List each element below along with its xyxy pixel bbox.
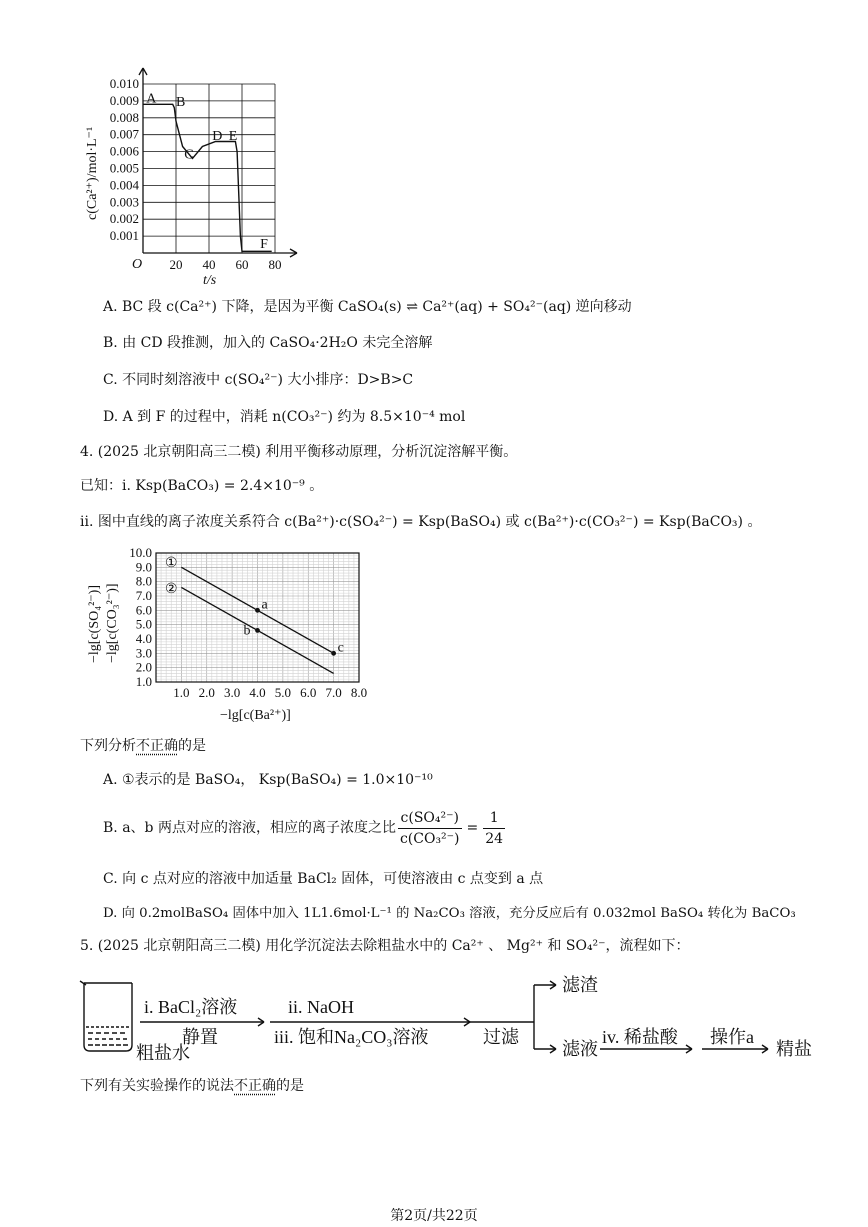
chart2-x-tick-label: 5.0 [274,685,291,700]
q4-question-emph: 不正确 [136,738,178,754]
q5-stem: 5. (2025 北京朝阳高三二模) 用化学沉淀法去除粗盐水中的 Ca²⁺ 、 Mg²⁺ 和 SO₄²⁻，流程如下： [80,938,690,954]
chart2-point-label: b [243,623,251,639]
q4-known-i: 已知：i. Ksp(BaCO₃) = 2.4×10⁻⁹ 。 [80,478,324,494]
chart2-y-tick-label: 10.0 [129,545,152,560]
chart2-x-tick-label: 8.0 [350,685,368,700]
chart2-y-tick-label: 2.0 [135,659,152,675]
chart1-y-tick-label: 0.008 [109,109,139,125]
ba-lg-chart [80,545,380,725]
chart1-y-tick-label: 0.009 [109,92,139,108]
q4-option-a[interactable]: A. ①表示的是 BaSO₄， Ksp(BaSO₄) = 1.0×10⁻¹⁰ [103,772,433,788]
chart1-y-tick-label: 0.006 [109,143,139,159]
q4-question-prefix: 下列分析 [80,738,136,754]
chart2-y-tick-label: 1.0 [135,674,152,689]
q4-option-b-num: c(SO₄²⁻) [398,808,462,829]
beaker-label: 粗盐水 [136,1043,190,1063]
chart1-point-label: B [176,94,186,110]
purification-flowchart [78,965,828,1065]
chart1-xlabel: t/s [203,273,217,288]
q3-option-a[interactable]: A. BC 段 c(Ca²⁺) 下降，是因为平衡 CaSO₄(s) ⇌ Ca²⁺(aq) + SO₄²⁻(aq) 逆向移动 [103,299,632,315]
beaker-icon [80,981,132,1051]
chart1-x-tick-label: 20 [169,257,183,272]
chart2-point-marker [255,628,260,633]
q5-question [80,1076,304,1096]
chart2-ylabel-1: −lg[c(SO₄²⁻)] [87,584,102,663]
step2-bottom: iii. 饱和Na₂CO₃溶液 [274,1027,429,1047]
chart1-point-label: C [184,147,194,163]
chart2-y-tick-label: 6.0 [135,602,152,618]
q4-option-b-value [483,808,505,849]
chart1-grid [143,84,275,253]
q4-option-b-fraction [398,808,462,849]
q3-option-b[interactable]: B. 由 CD 段推测，加入的 CaSO₄·2H₂O 未完全溶解 [103,335,433,351]
chart1-y-tick-label: 0.002 [109,211,139,227]
step2-top: ii. NaOH [288,997,354,1017]
filter-label: 过滤 [483,1027,519,1047]
chart1-ticks [110,76,282,272]
chart1-axes [139,68,297,257]
chart2-x-tick-label: 2.0 [198,685,215,700]
q4-stem: 4. (2025 北京朝阳高三二模) 利用平衡移动原理，分析沉淀溶解平衡。 [80,444,518,460]
chart1-series-line [143,104,272,251]
q3-option-c[interactable]: C. 不同时刻溶液中 c(SO₄²⁻) 大小排序：D>B>C [103,372,414,388]
chart2-xlabel: −lg[c(Ba²⁺)] [220,708,291,723]
q4-option-c[interactable]: C. 向 c 点对应的溶液中加适量 BaCl₂ 固体，可使溶液由 c 点变到 a 点 [103,871,544,887]
chart2-line2-label: ② [165,582,178,597]
chart1-point-label: D [212,128,223,144]
chart2-y-tick-label: 9.0 [135,559,152,575]
filtrate-label: 滤液 [562,1039,598,1059]
q4-question-suffix: 的是 [178,738,206,754]
residue-label: 滤渣 [562,975,598,995]
chart2-grid [156,553,359,682]
chart1-x-tick-label: 80 [268,257,282,272]
chart1-y-tick-label: 0.004 [109,177,139,193]
q4-option-b-text: B. a、b 两点对应的溶液，相应的离子浓度之比 [103,820,396,836]
chart1-y-tick-label: 0.007 [109,126,139,142]
chart2-point-marker [331,651,336,656]
chart1-x-tick-label: 40 [202,257,216,272]
chart2-y-tick-label: 8.0 [135,573,152,589]
chart1-annotations [146,92,268,252]
q4-option-b[interactable] [103,803,507,853]
chart1-y-tick-label: 0.010 [109,76,139,91]
step1-bottom: 静置 [182,1027,218,1047]
chart1-y-tick-label: 0.001 [109,228,139,244]
product-label: 精盐 [776,1039,812,1059]
q4-known-ii: ii. 图中直线的离子浓度关系符合 c(Ba²⁺)·c(SO₄²⁻) = Ksp(BaSO₄) 或 c(Ba²⁺)·c(CO₃²⁻) = Ksp(BaCO₃) 。 [80,514,762,530]
q4-option-b-eq: = [466,820,479,836]
q4-option-b-value-den: 24 [485,830,504,847]
chart1-y-tick-label: 0.003 [109,194,139,210]
chart2-point-marker [255,608,260,613]
page-footer: 第2页/共22页 [390,1208,478,1224]
chart2-ylabel-2: −lg[c(CO₃²⁻)] [105,583,120,663]
chart2-x-tick-label: 7.0 [325,685,342,700]
chart2-x-tick-label: 4.0 [249,685,266,700]
chart2-y-tick-label: 7.0 [135,588,152,603]
q4-question [80,736,206,756]
chart1-series [143,104,272,251]
q4-option-d[interactable]: D. 向 0.2molBaSO₄ 固体中加入 1L1.6mol·L⁻¹ 的 Na₂CO₃ 溶液，充分反应后有 0.032mol BaSO₄ 转化为 BaCO₃ [103,906,796,921]
chart2-point-label: a [261,597,268,613]
step5-label: 操作a [710,1027,754,1047]
q3-option-d[interactable]: D. A 到 F 的过程中，消耗 n(CO₃²⁻) 约为 8.5×10⁻⁴ mol [103,409,466,425]
chart1-point-label: F [260,236,268,252]
q4-option-b-den: c(CO₃²⁻) [399,830,460,847]
chart2-x-tick-label: 3.0 [224,685,241,700]
chart1-origin: O [132,257,143,272]
chart1-y-tick-label: 0.005 [109,160,139,176]
chart2-y-tick-label: 3.0 [135,645,152,661]
step1-top: i. BaCl₂溶液 [144,997,238,1017]
chart1-ylabel: c(Ca²⁺)/mol·L⁻¹ [85,126,100,220]
q5-question-suffix: 的是 [276,1078,304,1094]
step4-label: iv. 稀盐酸 [602,1027,678,1047]
ca-concentration-chart [60,60,320,290]
q5-question-emph: 不正确 [234,1078,276,1094]
chart2-y-tick-label: 5.0 [135,616,152,632]
chart2-x-tick-label: 6.0 [300,685,317,700]
chart1-x-tick-label: 60 [235,257,249,272]
chart2-line1-label: ① [165,556,178,571]
q5-question-prefix: 下列有关实验操作的说法 [80,1078,234,1094]
chart1-point-label: E [228,128,238,144]
q4-option-b-value-num: 1 [483,808,505,829]
chart2-y-tick-label: 4.0 [135,631,152,646]
chart2-x-tick-label: 1.0 [173,685,190,700]
chart1-point-label: A [146,91,157,107]
chart2-point-label: c [337,640,344,656]
